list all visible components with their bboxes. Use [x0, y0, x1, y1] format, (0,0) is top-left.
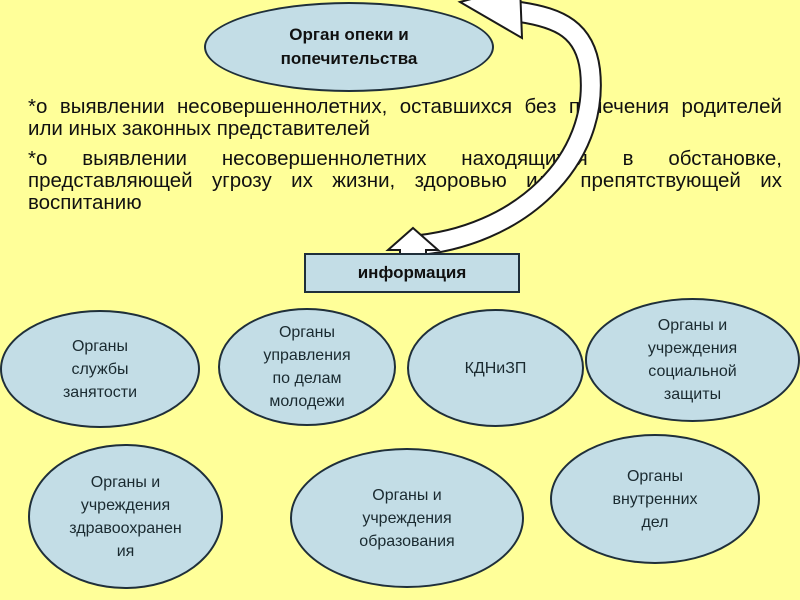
curved-arrow [410, 0, 591, 246]
healthcare-node [28, 444, 223, 589]
text-line-1: *о выявлении несовершеннолетних, оставшихся без попечения родителей или иных законных представителей [28, 95, 782, 140]
internal-affairs-node [550, 434, 760, 564]
social-protection-node [585, 298, 800, 422]
internal-affairs-label: Органы внутренних дел [612, 467, 698, 531]
youth-affairs-label: Органы управления по делам молодежи [263, 324, 351, 410]
social-protection-label: Органы и учреждения социальной защиты [647, 317, 738, 403]
healthcare-label: Органы и учреждения здравоохранен ия [69, 473, 182, 560]
education-label: Органы и учреждения образования [359, 486, 455, 550]
employment-service-label: Органы службы занятости [62, 337, 138, 401]
kdnizp-label: КДНиЗП [464, 359, 527, 377]
kdnizp-node [407, 309, 584, 427]
information-label: информация [357, 263, 467, 282]
information-box [304, 253, 520, 293]
youth-affairs-node [218, 308, 396, 426]
text-line-2: *о выявлении несовершеннолетних находящихся в обстановке, представляющей угрозу их жизни, здоровью или препятствующей их воспитанию [28, 147, 782, 214]
education-node [290, 448, 524, 588]
employment-service-node [0, 310, 200, 428]
guardianship-authority-label: Орган опеки и попечительства [280, 25, 418, 68]
